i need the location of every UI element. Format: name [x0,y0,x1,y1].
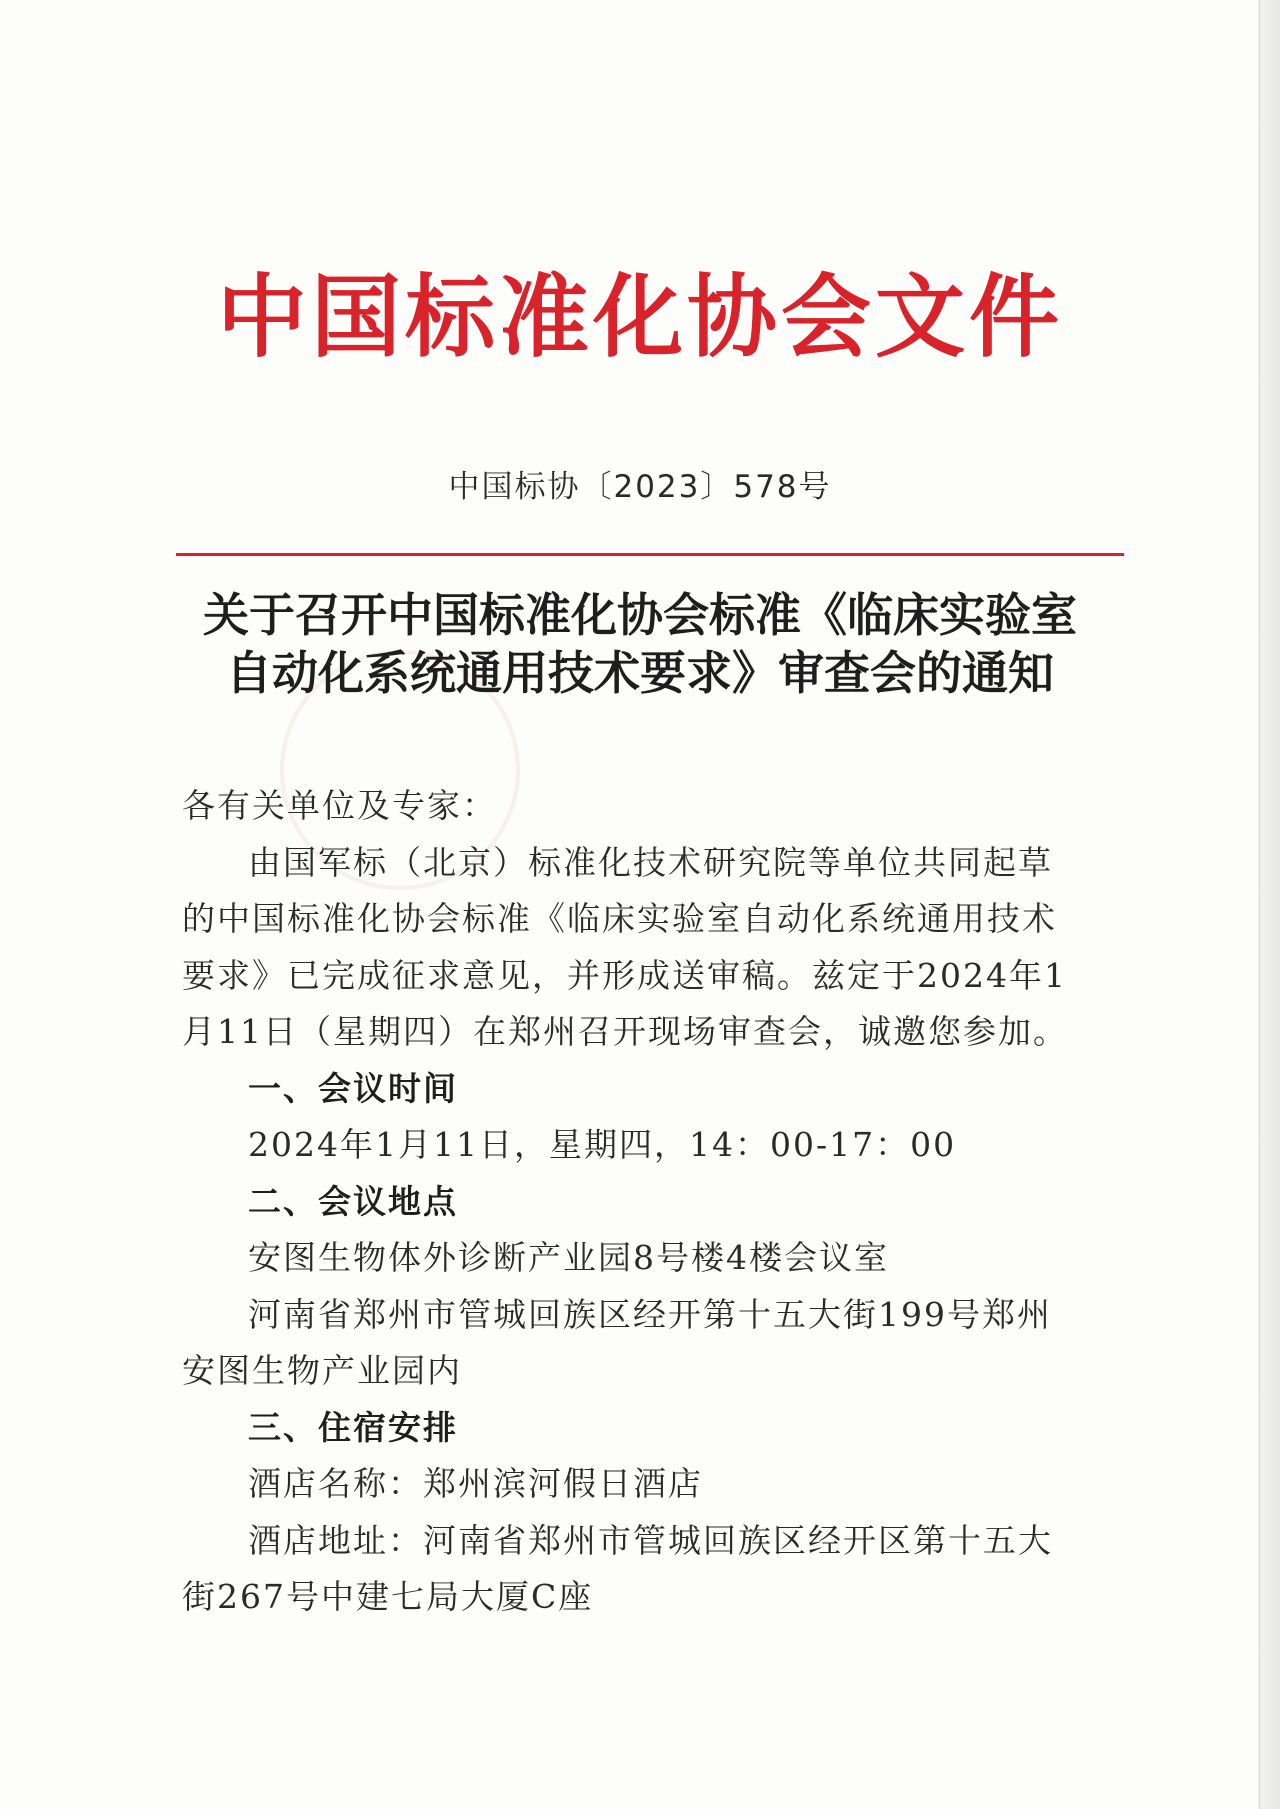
meeting-time-text: 2024年1月11日，星期四，14：00-17：00 [248,1125,957,1164]
masthead-title: 中国标准化协会文件 [217,264,1063,370]
notice-title [150,586,1130,702]
notice-title-line-2: 自动化系统通用技术要求》审查会的通知 [226,646,1054,700]
section-heading-accommodation: 三、住宿安排 [248,1407,458,1447]
meeting-address-text: 河南省郑州市管城回族区经开第十五大街199号郑州安图生物产业园内 [182,1294,1052,1390]
intro-paragraph: 由国军标（北京）标准化技术研究院等单位共同起草的中国标准化协会标准《临床实验室自动化系统通用技术要求》已完成征求意见，并形成送审稿。兹定于2024年1月11日（星期四）在郑州召开现场审查会，诚邀您参加。 [182,842,1068,1051]
red-divider-line [176,553,1124,556]
salutation: 各有关单位及专家： [182,786,497,825]
section-heading-time: 一、会议时间 [248,1068,458,1108]
section-heading-location: 二、会议地点 [248,1181,458,1221]
document-number: 中国标协〔2023〕578号 [448,469,832,505]
notice-body [182,778,1082,1626]
hotel-address-text: 酒店地址：河南省郑州市管城回族区经开区第十五大街267号中建七局大厦C座 [182,1520,1053,1616]
hotel-name-text: 酒店名称：郑州滨河假日酒店 [248,1464,703,1503]
notice-title-line-1: 关于召开中国标准化协会标准《临床实验室 [203,588,1077,642]
meeting-venue-text: 安图生物体外诊断产业园8号楼4楼会议室 [248,1238,889,1277]
